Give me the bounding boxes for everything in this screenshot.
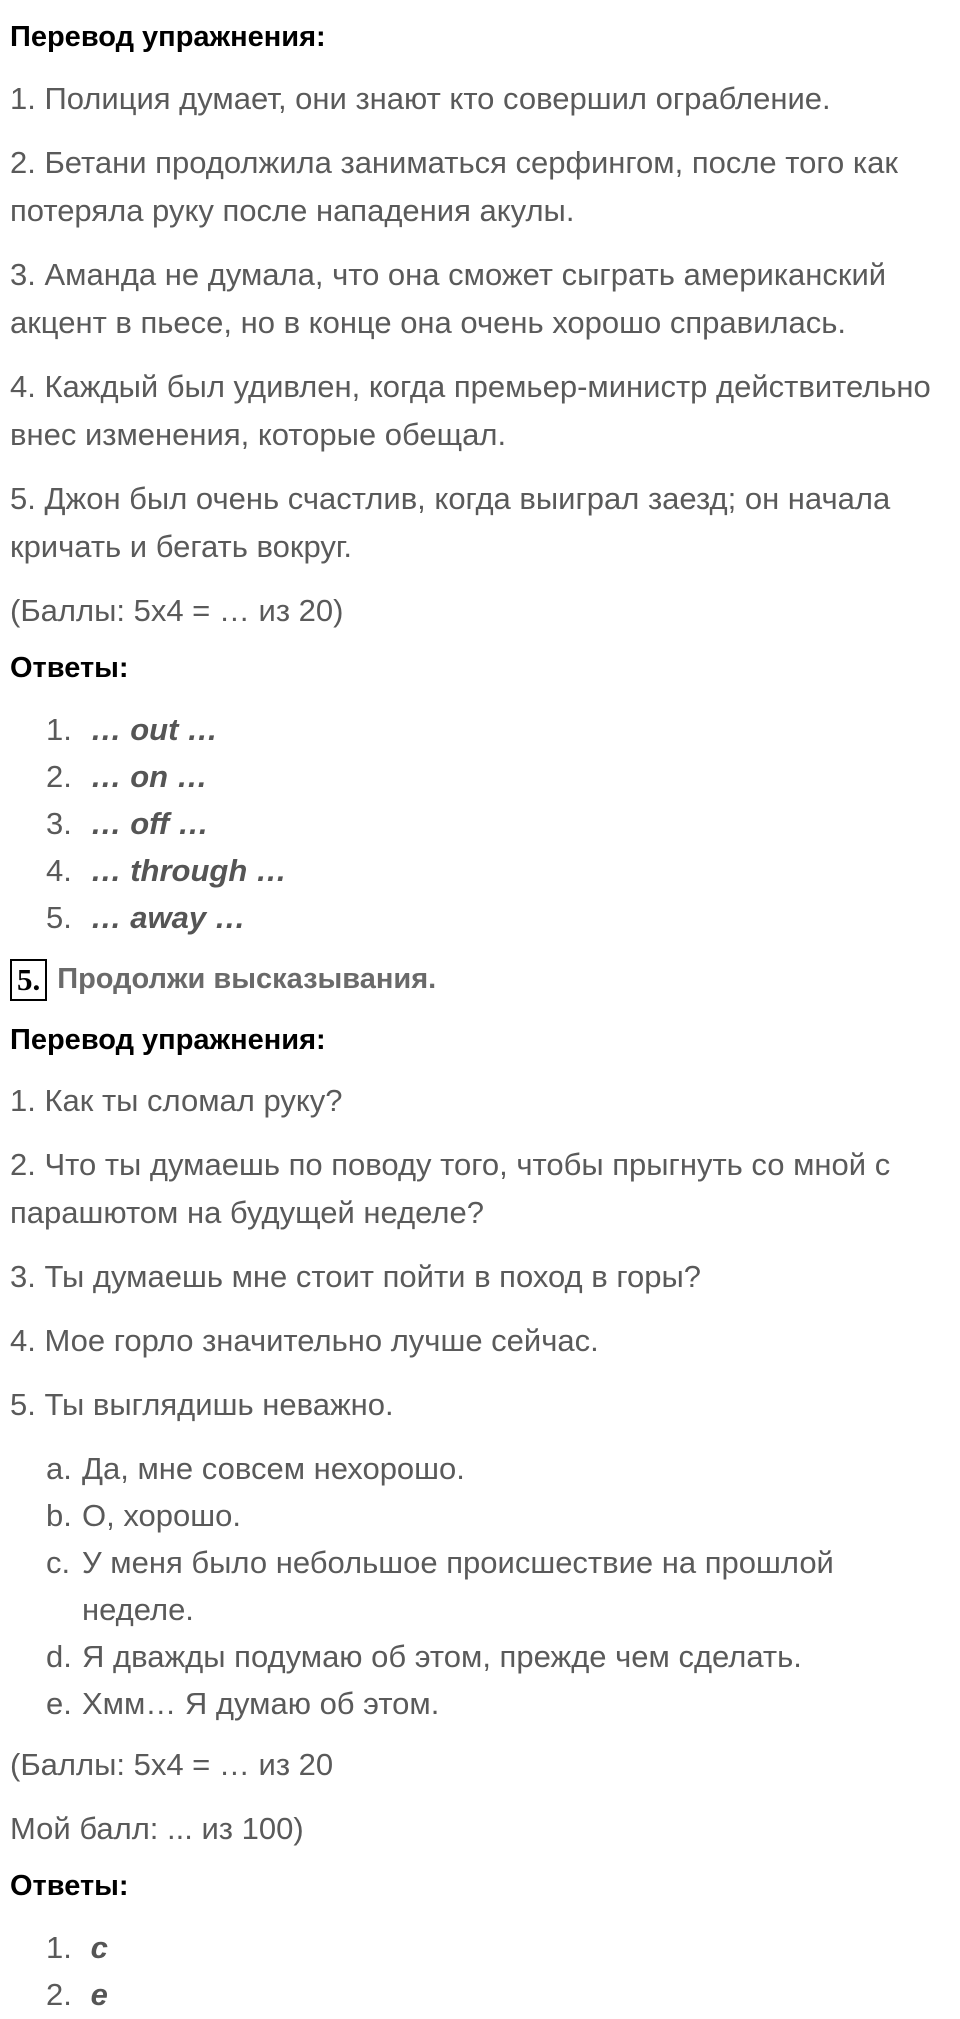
answer-text: … away … [90, 899, 246, 935]
option-item [46, 1445, 948, 1492]
option-item [46, 1492, 948, 1539]
option-item [46, 1633, 948, 1680]
translation-heading: Перевод упражнения: [10, 21, 326, 53]
answers-list [10, 706, 948, 941]
option-letter: d. [46, 1639, 72, 1675]
translation-item: 3. Аманда не думала, что она сможет сыграть американский акцент в пьесе, но в конце она очень хорошо справилась. [10, 256, 887, 340]
answer-number: 2. [46, 758, 72, 794]
answer-text: … on … [90, 758, 208, 794]
task-number-badge: 5. [10, 959, 47, 1001]
translation-item: 2. Что ты думаешь по поводу того, чтобы прыгнуть со мной с парашютом на будущей неделе? [10, 1147, 891, 1231]
option-letter: e. [46, 1686, 72, 1722]
answer-number: 4. [46, 852, 72, 888]
option-letter: a. [46, 1451, 72, 1487]
translation-item: 4. Каждый был удивлен, когда премьер-министр действительно внес изменения, которые обещал. [10, 368, 931, 452]
option-item [46, 1680, 948, 1727]
translation-heading: Перевод упражнения: [10, 1023, 326, 1056]
answer-item [46, 800, 948, 847]
task-title: Продолжи высказывания. [57, 963, 437, 996]
translation-item: 1. Как ты сломал руку? [10, 1083, 343, 1119]
answer-number: 1. [46, 1930, 72, 1966]
answer-text: … off … [90, 805, 209, 841]
option-letter: c. [46, 1545, 71, 1581]
task-header [10, 959, 948, 1001]
option-text: Да, мне совсем нехорошо. [82, 1451, 465, 1487]
answer-item [46, 894, 948, 941]
options-list [10, 1445, 948, 1727]
total-score-line: Мой балл: ... из 100) [10, 1811, 304, 1847]
answer-number: 3. [46, 805, 72, 841]
translation-item: 5. Ты выглядишь неважно. [10, 1387, 394, 1423]
answer-number: 2. [46, 1977, 72, 2013]
answer-item [46, 847, 948, 894]
option-letter: b. [46, 1498, 72, 1534]
answer-text: … through … [90, 852, 287, 888]
answer-item [46, 1924, 948, 1971]
translation-item: 4. Мое горло значительно лучше сейчас. [10, 1323, 599, 1359]
answers-heading: Ответы: [10, 1870, 129, 1903]
answer-text: c [90, 1930, 108, 1966]
answer-text: e [90, 1977, 108, 2013]
translation-item: 3. Ты думаешь мне стоит пойти в поход в горы? [10, 1259, 701, 1295]
answers-heading: Ответы: [10, 651, 129, 684]
answer-item [46, 706, 948, 753]
option-text: Хмм… Я думаю об этом. [82, 1686, 440, 1722]
answer-item [46, 753, 948, 800]
translation-item: 5. Джон был очень счастлив, когда выиграл заезд; он начала кричать и бегать вокруг. [10, 480, 891, 564]
answer-number: 5. [46, 899, 72, 935]
option-text: О, хорошо. [82, 1498, 241, 1534]
answer-number: 1. [46, 711, 72, 747]
answer-text: … out … [90, 711, 219, 747]
translation-item: 2. Бетани продолжила заниматься серфингом, после того как потеряла руку после нападения акулы. [10, 144, 898, 228]
answer-item [46, 1971, 948, 2018]
option-text: Я дважды подумаю об этом, прежде чем сделать. [82, 1639, 802, 1675]
score-line: (Баллы: 5x4 = … из 20) [10, 592, 344, 628]
answers-list [10, 1924, 948, 2018]
option-item [46, 1539, 948, 1633]
option-text: У меня было небольшое происшествие на прошлой неделе. [82, 1545, 834, 1628]
score-line: (Баллы: 5x4 = … из 20 [10, 1747, 334, 1783]
translation-item: 1. Полиция думает, они знают кто совершил ограбление. [10, 80, 831, 116]
